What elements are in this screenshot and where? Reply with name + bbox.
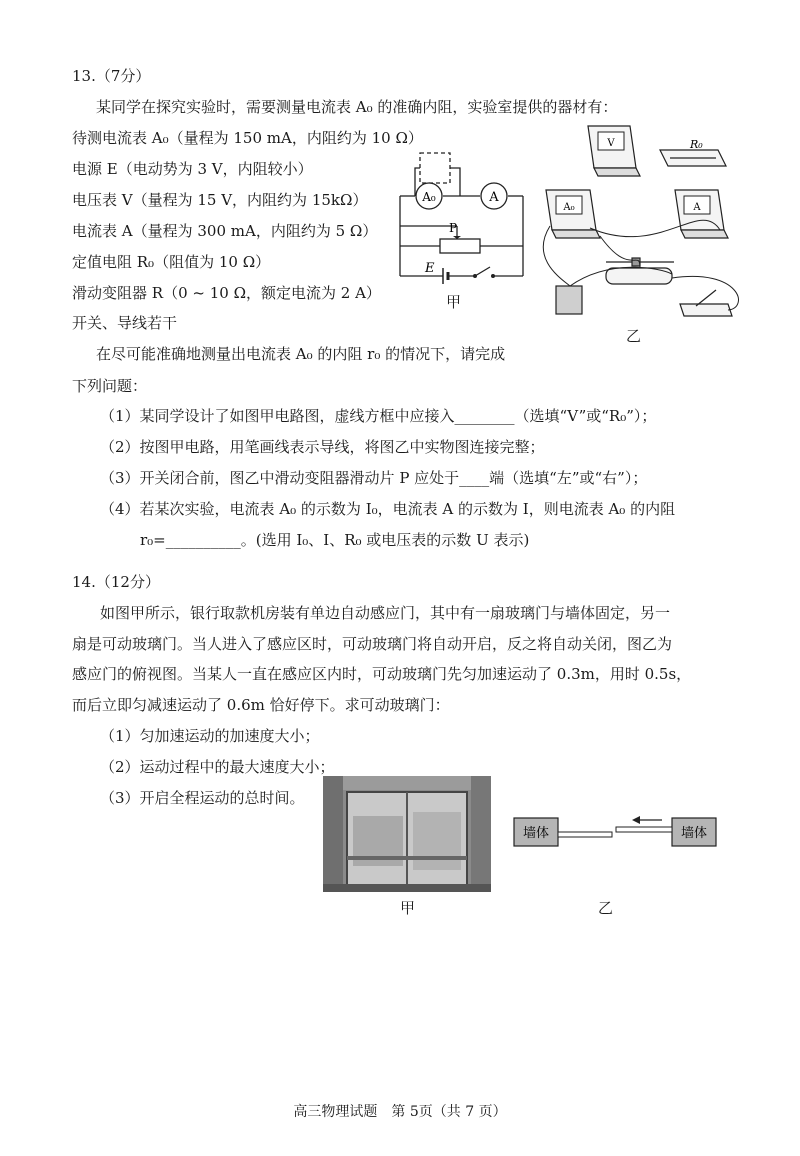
fig-13a-caption: 甲 — [446, 293, 462, 311]
q13-sub4-cont: r₀=__________。(选用 I₀、I、R₀ 或电压表的示数 U 表示) — [140, 531, 530, 549]
a-meter-label: A — [489, 190, 499, 205]
q13-sub4: （4）若某次实验，电流表 A₀ 的示数为 I₀，电流表 A 的示数为 I，则电流表 A₀ 的内阻 — [100, 500, 676, 518]
circuit-diagram — [395, 148, 530, 288]
equip-item: 滑动变阻器 R（0 ~ 10 Ω，额定电流为 2 A） — [72, 284, 381, 302]
q14-sub2: （2）运动过程中的最大速度大小； — [100, 758, 335, 776]
equip-item: 待测电流表 A₀（量程为 150 mA，内阻约为 10 Ω） — [72, 129, 423, 147]
page-footer: 高三物理试题 第 5页（共 7 页） — [293, 1104, 507, 1120]
equip-item: 开关、导线若干 — [72, 314, 178, 332]
q13-lead-line1: 在尽可能准确地测量出电流表 A₀ 的内阻 r₀ 的情况下，请完成 — [96, 345, 506, 363]
wall-left-label: 墙体 — [522, 826, 550, 841]
q14-sub3: （3）开启全程运动的总时间。 — [100, 789, 305, 807]
a0-meter-label: A₀ — [422, 190, 436, 204]
slider-p-label: P — [449, 221, 458, 235]
equip-item: 电流表 A（量程为 300 mA，内阻约为 5 Ω） — [72, 222, 378, 240]
q13-sub1: （1）某同学设计了如图甲电路图，虚线方框中应接入________（选填“V”或“R₀”）； — [100, 407, 657, 425]
door-photo — [323, 776, 491, 892]
q13-intro: 某同学在探究实验时，需要测量电流表 A₀ 的准确内阻，实验室提供的器材有： — [96, 98, 618, 116]
fig-14a-caption: 甲 — [400, 899, 416, 917]
q14-para-line: 而后立即匀减速运动了 0.6m 恰好停下。求可动玻璃门： — [72, 696, 450, 714]
fig-13b-caption: 乙 — [626, 327, 642, 345]
door-top-view — [512, 812, 718, 852]
q13-header: 13.（7分） — [72, 67, 151, 85]
source-e-label: E — [425, 261, 435, 276]
q14-header: 14.（12分） — [72, 573, 160, 591]
q13-lead-line2: 下列问题： — [72, 377, 148, 395]
q13-sub3: （3）开关闭合前，图乙中滑动变阻器滑动片 P 应处于____端（选填“左”或“右”）； — [100, 469, 648, 487]
voltmeter-label: V — [607, 138, 615, 149]
a0-photo-label: A₀ — [563, 202, 575, 213]
q14-para-line: 感应门的俯视图。当某人一直在感应区内时，可动玻璃门先匀加速运动了 0.3m，用时 0.5s， — [72, 665, 692, 683]
equip-item: 电源 E（电动势为 3 V，内阻较小） — [72, 160, 313, 178]
q14-para-line: 如图甲所示，银行取款机房装有单边自动感应门，其中有一扇玻璃门与墙体固定，另一 — [100, 604, 671, 622]
q14-para-line: 扇是可动玻璃门。当人进入了感应区时，可动玻璃门将自动开启，反之将自动关闭，图乙为 — [72, 635, 673, 653]
q14-sub1: （1）匀加速运动的加速度大小； — [100, 727, 320, 745]
wall-right-label: 墙体 — [680, 826, 708, 841]
r0-label: R₀ — [690, 138, 703, 151]
equip-item: 电压表 V（量程为 15 V，内阻约为 15kΩ） — [72, 191, 368, 209]
equip-item: 定值电阻 R₀（阻值为 10 Ω） — [72, 253, 271, 271]
a-photo-label: A — [693, 202, 701, 213]
fig-14b-caption: 乙 — [598, 899, 614, 917]
apparatus-drawing — [540, 118, 750, 328]
q13-sub2: （2）按图甲电路，用笔画线表示导线，将图乙中实物图连接完整； — [100, 438, 545, 456]
